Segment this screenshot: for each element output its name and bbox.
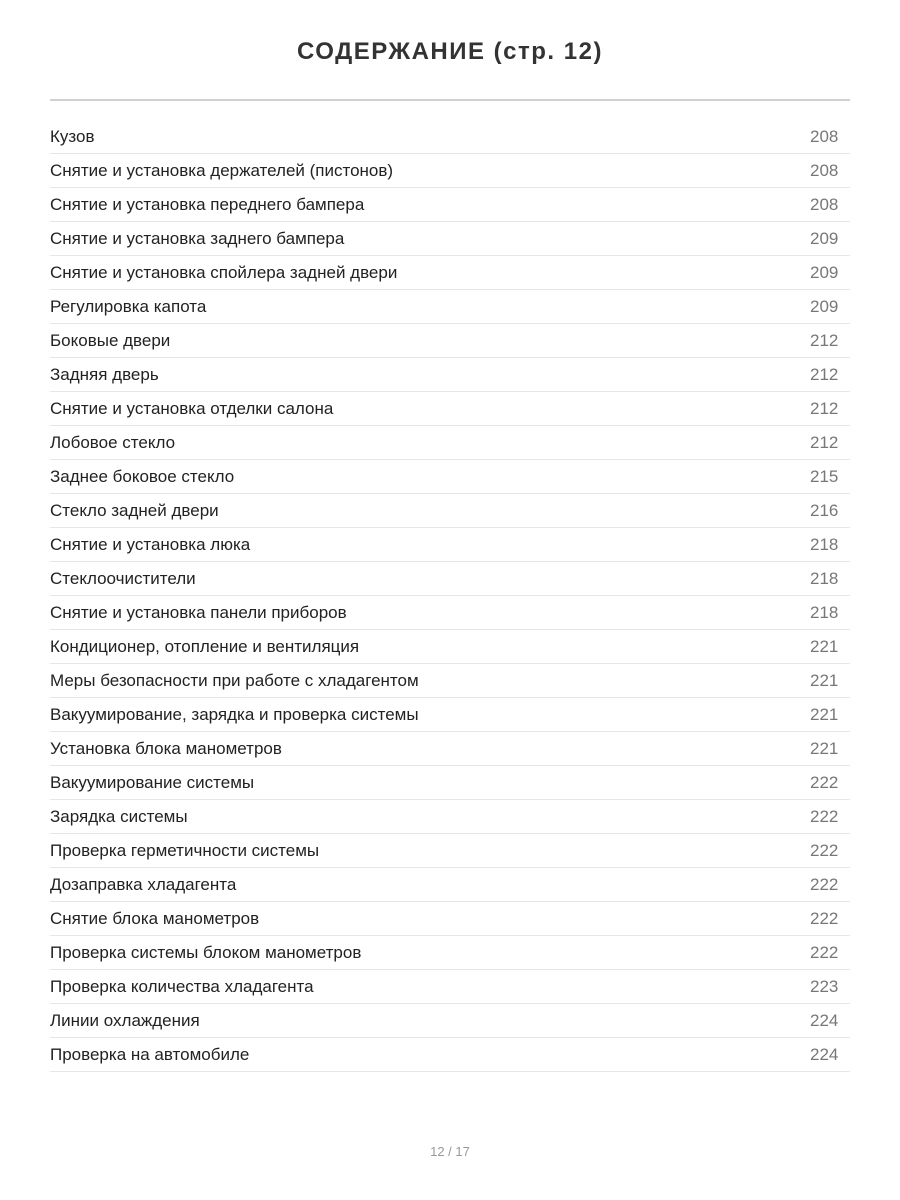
toc-entry-page: 221 [810, 636, 839, 656]
toc-entry[interactable] [50, 766, 850, 800]
toc-entry-page: 216 [810, 500, 839, 520]
toc-entry-label: Установка блока манометров [50, 738, 282, 758]
toc-entry-page: 215 [810, 466, 839, 486]
toc-entry-label: Снятие и установка держателей (пистонов) [50, 160, 394, 180]
toc-entry[interactable] [50, 800, 850, 834]
toc-entry-label: Проверка на автомобиле [50, 1044, 250, 1064]
toc-entry-page: 222 [810, 942, 839, 962]
toc-entry[interactable] [50, 868, 850, 902]
toc-entry[interactable] [50, 222, 850, 256]
toc-entry[interactable] [50, 392, 850, 426]
toc-entry[interactable] [50, 426, 850, 460]
toc-entry-page: 222 [810, 840, 839, 860]
toc-entry-page: 212 [810, 398, 839, 418]
toc-entry-label: Снятие и установка заднего бампера [50, 228, 345, 248]
toc-entry-page: 218 [810, 602, 839, 622]
toc-entry-page: 218 [810, 568, 839, 588]
toc-entry-label: Проверка системы блоком манометров [50, 942, 362, 962]
toc-entry[interactable] [50, 1004, 850, 1038]
toc-entry-label: Меры безопасности при работе с хладагентом [50, 670, 419, 690]
toc-entry-label: Вакуумирование системы [50, 772, 255, 792]
toc-entry[interactable] [50, 154, 850, 188]
toc-entry-page: 212 [810, 432, 839, 452]
toc-entry-label: Снятие и установка переднего бампера [50, 194, 365, 214]
toc-entry-page: 212 [810, 364, 839, 384]
toc-entry-page: 209 [810, 228, 839, 248]
toc-entry[interactable] [50, 562, 850, 596]
toc-entry[interactable] [50, 902, 850, 936]
toc-entry[interactable] [50, 834, 850, 868]
toc-entry-label: Снятие и установка отделки салона [50, 398, 334, 418]
toc-entry-page: 223 [810, 976, 839, 996]
toc-entry[interactable] [50, 1038, 850, 1072]
toc-entry-label: Вакуумирование, зарядка и проверка системы [50, 704, 419, 724]
toc-entry[interactable] [50, 936, 850, 970]
toc-entry-label: Стекло задней двери [50, 500, 219, 520]
toc-entry[interactable] [50, 698, 850, 732]
toc-entry-page: 221 [810, 738, 839, 758]
toc-entry[interactable] [50, 630, 850, 664]
toc-entry[interactable] [50, 324, 850, 358]
toc-entry[interactable] [50, 358, 850, 392]
toc-entry-page: 208 [810, 126, 839, 146]
toc-entry-label: Снятие и установка спойлера задней двери [50, 262, 398, 282]
toc-entry-page: 224 [810, 1044, 839, 1064]
toc-entry-page: 221 [810, 704, 839, 724]
toc-entry-page: 208 [810, 194, 839, 214]
toc-entry-page: 218 [810, 534, 839, 554]
toc-entry-label: Снятие и установка люка [50, 534, 251, 554]
toc-entry[interactable] [50, 528, 850, 562]
toc-entry-label: Регулировка капота [50, 296, 207, 316]
toc-entry-label: Линии охлаждения [50, 1010, 200, 1030]
toc-entry[interactable] [50, 188, 850, 222]
page-title: СОДЕРЖАНИЕ (стр. 12) [297, 38, 603, 65]
toc-entry-label: Снятие и установка панели приборов [50, 602, 347, 622]
toc-entry-label: Задняя дверь [50, 364, 159, 384]
toc-entry-page: 209 [810, 262, 839, 282]
toc-entry-page: 222 [810, 806, 839, 826]
toc-entry[interactable] [50, 970, 850, 1004]
toc-entry[interactable] [50, 256, 850, 290]
toc-entry-label: Проверка количества хладагента [50, 976, 314, 996]
toc-entry-label: Снятие блока манометров [50, 908, 260, 928]
toc-entry-page: 224 [810, 1010, 839, 1030]
toc-entry-label: Стеклоочистители [50, 568, 196, 588]
toc-entry-label: Лобовое стекло [50, 432, 176, 452]
toc-entry[interactable] [50, 290, 850, 324]
toc-entry-label: Боковые двери [50, 330, 171, 350]
toc-entry-page: 222 [810, 908, 839, 928]
toc-entry-label: Заднее боковое стекло [50, 466, 235, 486]
toc-entry-label: Зарядка системы [50, 806, 188, 826]
toc-entry[interactable] [50, 120, 850, 154]
toc-entry-page: 208 [810, 160, 839, 180]
toc-entry-page: 212 [810, 330, 839, 350]
toc-entry-page: 209 [810, 296, 839, 316]
toc-entry-label: Проверка герметичности системы [50, 840, 320, 860]
toc-entry[interactable] [50, 460, 850, 494]
title-divider [50, 99, 850, 101]
toc-list [50, 120, 850, 1072]
page-counter: 12 / 17 [430, 1144, 470, 1159]
toc-entry[interactable] [50, 596, 850, 630]
toc-entry[interactable] [50, 732, 850, 766]
toc-entry-label: Кондиционер, отопление и вентиляция [50, 636, 360, 656]
toc-entry[interactable] [50, 494, 850, 528]
toc-entry-page: 222 [810, 874, 839, 894]
toc-entry-label: Кузов [50, 126, 95, 146]
toc-entry-label: Дозаправка хладагента [50, 874, 237, 894]
toc-entry-page: 222 [810, 772, 839, 792]
toc-entry-page: 221 [810, 670, 839, 690]
toc-entry[interactable] [50, 664, 850, 698]
